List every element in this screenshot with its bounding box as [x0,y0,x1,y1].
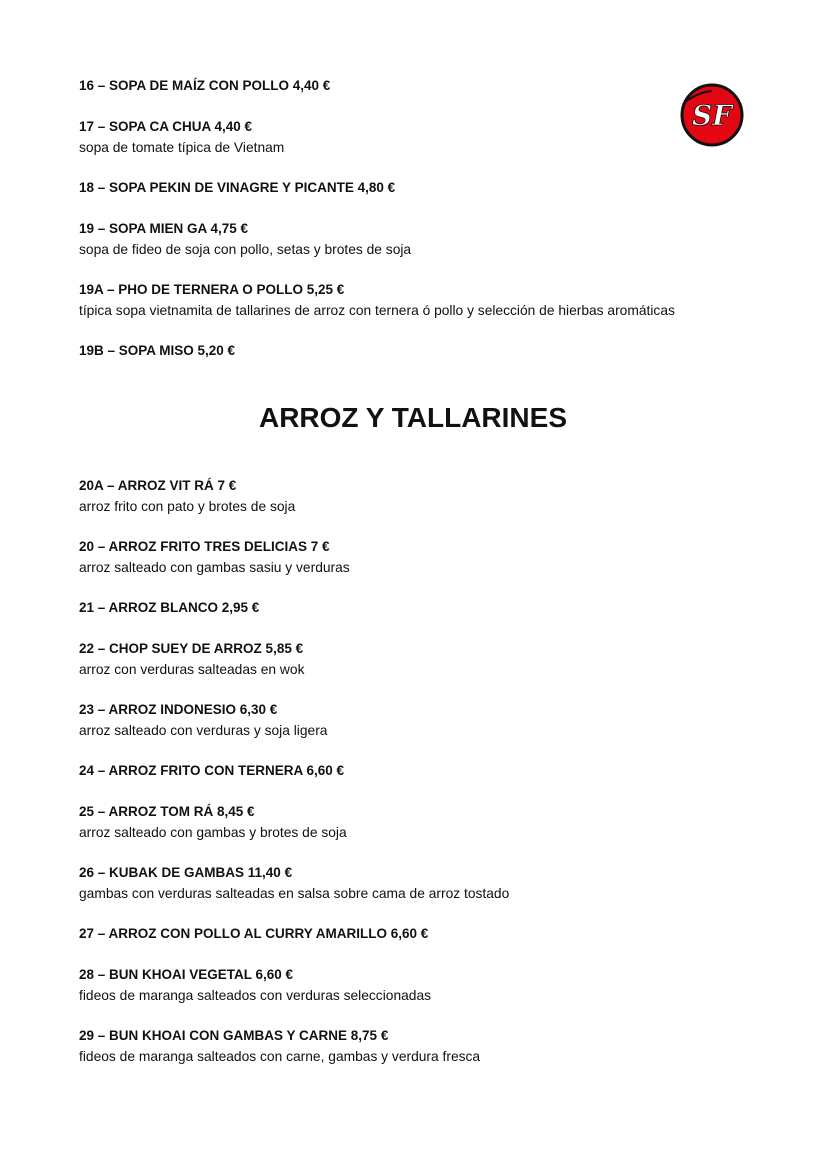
menu-item-title: 18 – SOPA PEKIN DE VINAGRE Y PICANTE 4,80 € [79,180,396,195]
menu-item [79,281,779,319]
menu-item [79,864,779,902]
menu-item-description: sopa de fideo de soja con pollo, setas y brotes de soja [79,242,412,257]
menu-item [79,342,779,359]
menu-item-title: 22 – CHOP SUEY DE ARROZ 5,85 € [79,641,304,656]
menu-item [79,538,779,576]
menu-item [79,803,779,841]
menu-item [79,1027,779,1065]
menu-item-title: 20A – ARROZ VIT RÁ 7 € [79,478,237,493]
menu-item [79,599,779,616]
menu-item [79,477,779,515]
menu-item-title: 25 – ARROZ TOM RÁ 8,45 € [79,804,255,819]
menu-item [79,179,779,196]
menu-item [79,762,779,779]
menu-item [79,701,779,739]
menu-item-title: 16 – SOPA DE MAÍZ CON POLLO 4,40 € [79,78,331,93]
menu-item-description: típica sopa vietnamita de tallarines de arroz con ternera ó pollo y selección de hierbas aromáticas [79,303,675,318]
section-heading: ARROZ Y TALLARINES [258,402,567,433]
menu-item-description: arroz salteado con verduras y soja ligera [79,723,328,738]
menu-item [79,220,779,258]
menu-item-title: 19B – SOPA MISO 5,20 € [79,343,236,358]
menu-item-description: fideos de maranga salteados con carne, gambas y verdura fresca [79,1049,481,1064]
menu-item-description: gambas con verduras salteadas en salsa sobre cama de arroz tostado [79,886,510,901]
menu-item-title: 24 – ARROZ FRITO CON TERNERA 6,60 € [79,763,345,778]
menu-item-title: 23 – ARROZ INDONESIO 6,30 € [79,702,278,717]
menu-item [79,640,779,678]
menu-item-title: 27 – ARROZ CON POLLO AL CURRY AMARILLO 6,60 € [79,926,429,941]
menu-item [79,925,779,942]
menu-item-description: fideos de maranga salteados con verduras seleccionadas [79,988,432,1003]
menu-item-description: arroz con verduras salteadas en wok [79,662,305,677]
logo-text: SF [691,99,733,132]
menu-item-title: 26 – KUBAK DE GAMBAS 11,40 € [79,865,293,880]
menu-item [79,966,779,1004]
menu-item-title: 19 – SOPA MIEN GA 4,75 € [79,221,249,236]
menu-item-description: arroz salteado con gambas sasiu y verduras [79,560,350,575]
menu-item-description: arroz salteado con gambas y brotes de soja [79,825,347,840]
menu-item-title: 28 – BUN KHOAI VEGETAL 6,60 € [79,967,294,982]
menu-item-title: 20 – ARROZ FRITO TRES DELICIAS 7 € [79,539,330,554]
menu-item-title: 29 – BUN KHOAI CON GAMBAS Y CARNE 8,75 € [79,1028,389,1043]
menu-item-description: arroz frito con pato y brotes de soja [79,499,296,514]
menu-item-title: 17 – SOPA CA CHUA 4,40 € [79,119,253,134]
menu-item-title: 19A – PHO DE TERNERA O POLLO 5,25 € [79,282,345,297]
menu-item [79,77,779,94]
menu-item-description: sopa de tomate típica de Vietnam [79,140,285,155]
menu-item [79,118,779,156]
menu-item-title: 21 – ARROZ BLANCO 2,95 € [79,600,260,615]
